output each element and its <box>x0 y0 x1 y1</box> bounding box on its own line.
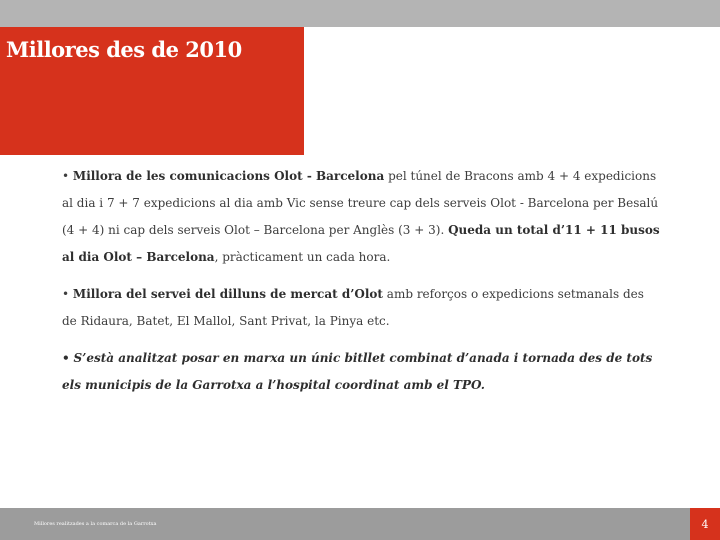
body-text: pel túnel de Bracons amb 4 + 4 expedicions al dia i 7 + 7 expedicions al dia amb Vic sense treure cap dels serveis Olot - Barcelona per Besalú (4 + 4) ni cap dels serveis Olot – Barcelona per Anglès (3 + 3). <box>62 169 659 237</box>
bullet-marker: • <box>62 351 70 365</box>
top-bar <box>0 0 720 27</box>
bullet-paragraph-1 <box>62 163 662 271</box>
footer-text: Millores realitzades a la comarca de la Garrotxa <box>34 521 157 527</box>
slide-content <box>62 163 662 409</box>
bold-text: Queda un total d’11 + 11 busos al dia Olot – Barcelona <box>62 223 660 264</box>
bullet-marker: • <box>62 287 70 301</box>
bold-text: Millora de les comunicacions Olot - Barcelona <box>72 169 385 183</box>
bold-text: Millora del servei del dilluns de mercat d’Olot <box>72 287 383 301</box>
page-number: 4 <box>701 518 709 531</box>
body-text: , pràcticament un cada hora. <box>214 250 391 264</box>
slide-title: Millores des de 2010 <box>6 37 242 62</box>
bullet-marker: • <box>62 169 70 183</box>
bottom-bar <box>0 508 720 540</box>
title-block <box>0 27 304 155</box>
page-number-box <box>690 508 720 540</box>
body-text: amb reforços o expedicions setmanals des de Ridaura, Batet, El Mallol, Sant Privat, la Pinya etc. <box>62 287 644 328</box>
bullet-paragraph-3 <box>62 345 662 399</box>
bullet-paragraph-2 <box>62 281 662 335</box>
bold-italic-text: S’està analitzat posar en marxa un únic bitllet combinat d’anada i tornada des de tots els municipis de la Garrotxa a l’hospital coordinat amb el TPO. <box>62 351 653 392</box>
